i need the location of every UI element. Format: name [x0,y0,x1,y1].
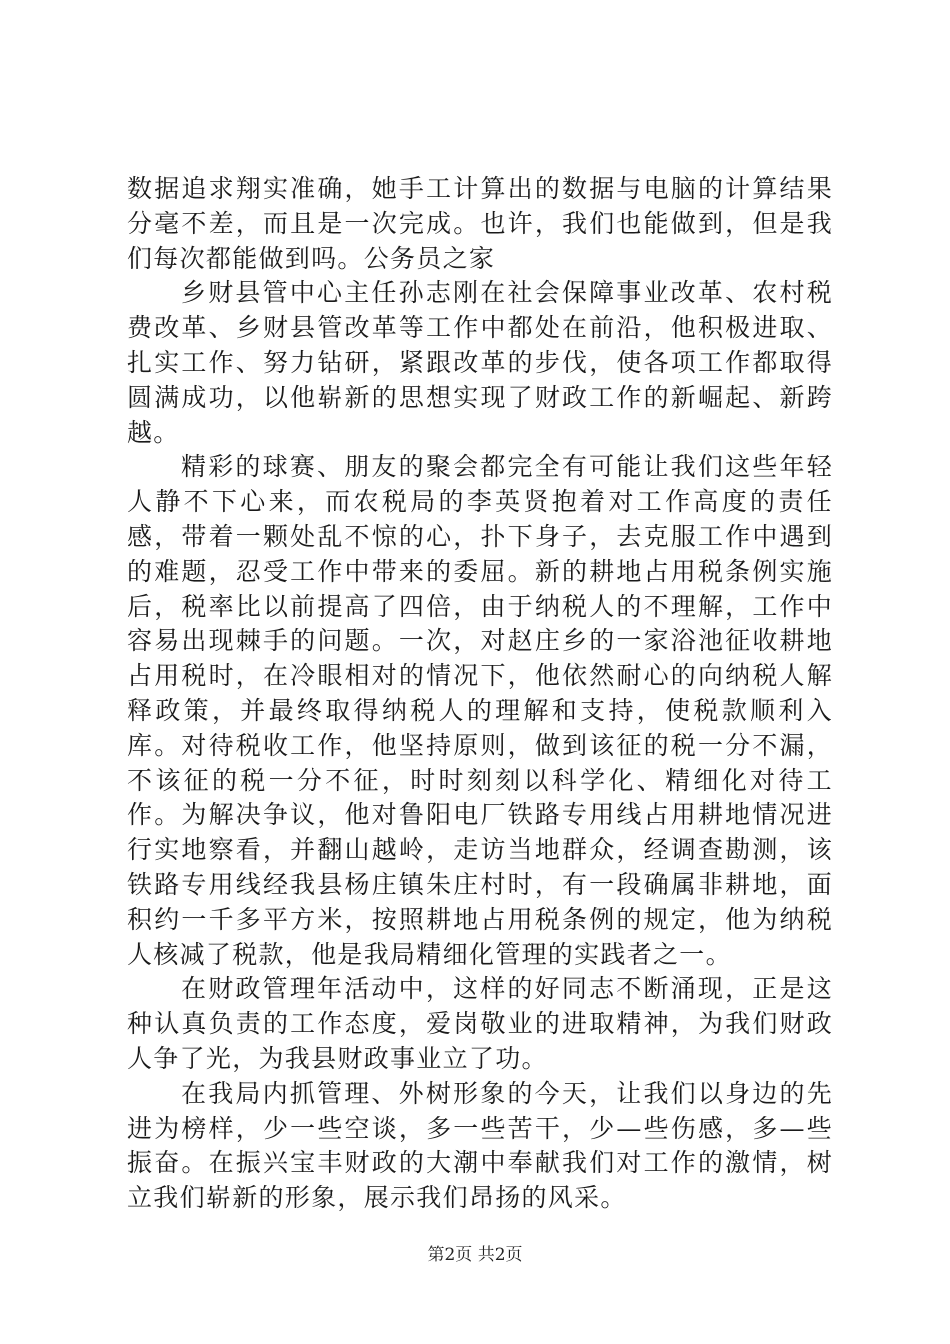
document-body [127,172,833,1216]
page-number-footer: 第2页 共2页 [427,1245,523,1265]
paragraph-1: 数据追求翔实准确，她手工计算出的数据与电脑的计算结果分毫不差，而且是一次完成。也许，我们也能做到，但是我们每次都能做到吗。公务员之家 [127,174,833,273]
paragraph-2: 乡财县管中心主任孙志刚在社会保障事业改革、农村税费改革、乡财县管改革等工作中都处在前沿，他积极进取、扎实工作、努力钻研，紧跟改革的步伐，使各项工作都取得圆满成功，以他崭新的思想实现了财政工作的新崛起、新跨越。 [127,278,833,447]
paragraph-3: 精彩的球赛、朋友的聚会都完全有可能让我们这些年轻人静不下心来，而农税局的李英贤抱着对工作高度的责任感，带着一颗处乱不惊的心，扑下身子，去克服工作中遇到的难题，忍受工作中带来的委屈。新的耕地占用税条例实施后，税率比以前提高了四倍，由于纳税人的不理解，工作中容易出现棘手的问题。一次，对赵庄乡的一家浴池征收耕地占用税时，在冷眼相对的情况下，他依然耐心的向纳税人解释政策，并最终取得纳税人的理解和支持，使税款顺利入库。对待税收工作，他坚持原则，做到该征的税一分不漏，不该征的税一分不征，时时刻刻以科学化、精细化对待工作。为解决争议，他对鲁阳电厂铁路专用线占用耕地情况进行实地察看，并翻山越岭，走访当地群众，经调查勘测，该铁路专用线经我县杨庄镇朱庄村时，有一段确属非耕地，面积约一千多平方米，按照耕地占用税条例的规定，他为纳税人核减了税款，他是我局精细化管理的实践者之一。 [127,452,833,969]
paragraph-4: 在财政管理年活动中，这样的好同志不断涌现，正是这种认真负责的工作态度，爱岗敬业的进取精神，为我们财政人争了光，为我县财政事业立了功。 [127,974,833,1073]
paragraph-5: 在我局内抓管理、外树形象的今天，让我们以身边的先进为榜样，少一些空谈，多一些苦干，少—些伤感，多—些振奋。在振兴宝丰财政的大潮中奉献我们对工作的激情，树立我们崭新的形象，展示我们昂扬的风采。 [127,1078,833,1213]
